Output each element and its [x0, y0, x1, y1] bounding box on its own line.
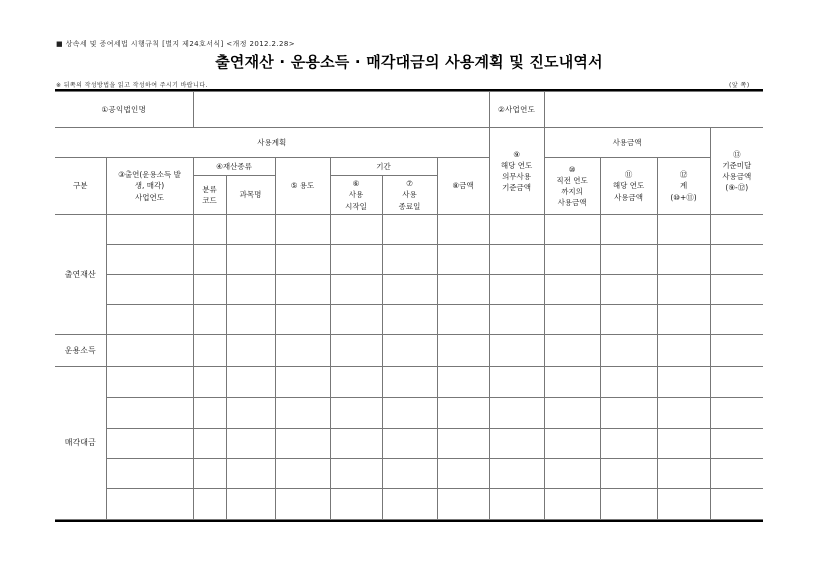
table-cell[interactable] — [437, 335, 489, 367]
total-line2: (⑩+⑪) — [670, 192, 697, 202]
curr-line1: 해당 연도 — [612, 181, 645, 191]
duty-num: ⑨ — [513, 149, 520, 159]
table-cell[interactable] — [489, 489, 544, 520]
table-cell[interactable] — [600, 459, 657, 489]
asset-type-header: ④재산종류 — [193, 158, 275, 176]
table-cell[interactable] — [544, 429, 600, 459]
table-cell[interactable] — [193, 398, 226, 429]
table-cell[interactable] — [275, 275, 330, 305]
table-cell[interactable] — [193, 305, 226, 335]
table-cell[interactable] — [710, 215, 763, 245]
start-num: ⑥ — [352, 179, 360, 189]
table-cell[interactable] — [193, 429, 226, 459]
table-cell[interactable] — [437, 245, 489, 275]
prev-line3: 사용금액 — [557, 198, 587, 208]
section-contributed: 출연재산 — [55, 215, 106, 335]
table-cell[interactable] — [226, 429, 275, 459]
table-cell[interactable] — [106, 367, 193, 398]
instruction-note: ※ 뒤쪽의 작성방법을 읽고 작성하여 주시기 바랍니다. — [56, 82, 208, 89]
table-cell[interactable] — [657, 398, 710, 429]
table-cell[interactable] — [330, 367, 382, 398]
table-cell[interactable] — [437, 305, 489, 335]
table-cell[interactable] — [275, 305, 330, 335]
shortfall-num: ⑬ — [733, 149, 741, 159]
table-cell[interactable] — [657, 215, 710, 245]
page-side-label: (앞 쪽) — [729, 82, 750, 89]
table-cell[interactable] — [657, 275, 710, 305]
end-num: ⑦ — [406, 179, 413, 189]
prev-line2: 까지의 — [561, 187, 583, 196]
table-cell[interactable] — [437, 215, 489, 245]
used-amount-header: 사용금액 — [544, 128, 710, 158]
table-cell[interactable] — [710, 398, 763, 429]
table-cell[interactable] — [382, 489, 437, 520]
table-cell[interactable] — [275, 335, 330, 367]
table-cell[interactable] — [275, 367, 330, 398]
table-cell[interactable] — [226, 215, 275, 245]
table-cell[interactable] — [226, 459, 275, 489]
duty-line2: 의무사용 — [502, 172, 532, 181]
total-line1: 계 — [679, 181, 688, 191]
page-title: 출연재산 · 운용소득 · 매각대금의 사용계획 및 진도내역서 — [215, 53, 603, 71]
table-cell[interactable] — [330, 335, 382, 367]
table-cell[interactable] — [437, 459, 489, 489]
table-cell[interactable] — [382, 459, 437, 489]
table-cell[interactable] — [657, 245, 710, 275]
table-cell[interactable] — [106, 335, 193, 367]
table-cell[interactable] — [710, 335, 763, 367]
table-cell[interactable] — [193, 489, 226, 520]
table-cell[interactable] — [437, 429, 489, 459]
table-cell[interactable] — [382, 275, 437, 305]
start-line2: 시작일 — [345, 201, 367, 211]
table-cell[interactable] — [657, 459, 710, 489]
table-cell[interactable] — [275, 398, 330, 429]
table-cell[interactable] — [275, 215, 330, 245]
table-cell[interactable] — [193, 335, 226, 367]
table-cell[interactable] — [226, 335, 275, 367]
table-cell[interactable] — [600, 335, 657, 367]
table-cell[interactable] — [544, 489, 600, 520]
table-cell[interactable] — [544, 335, 600, 367]
table-cell[interactable] — [106, 245, 193, 275]
table-cell[interactable] — [710, 305, 763, 335]
shortfall-line3: (⑨-⑫) — [725, 183, 749, 193]
table-cell[interactable] — [330, 459, 382, 489]
curr-used-header — [600, 158, 657, 215]
table-cell[interactable] — [600, 305, 657, 335]
table-cell[interactable] — [600, 245, 657, 275]
amount-header: ⑧금액 — [437, 158, 489, 215]
table-cell[interactable] — [544, 398, 600, 429]
table-cell[interactable] — [275, 429, 330, 459]
table-cell[interactable] — [106, 275, 193, 305]
table-cell[interactable] — [489, 367, 544, 398]
business-year-label: ②사업연도 — [489, 92, 544, 128]
period-header: 기간 — [330, 158, 437, 176]
table-cell[interactable] — [544, 459, 600, 489]
table-cell[interactable] — [544, 245, 600, 275]
end-date-header — [382, 176, 437, 215]
table-cell[interactable] — [544, 275, 600, 305]
table-cell[interactable] — [544, 215, 600, 245]
table-cell[interactable] — [330, 429, 382, 459]
table-cell[interactable] — [193, 245, 226, 275]
table-cell[interactable] — [106, 429, 193, 459]
table-cell[interactable] — [489, 245, 544, 275]
table-cell[interactable] — [437, 275, 489, 305]
table-cell[interactable] — [106, 215, 193, 245]
purpose-header: ⑤ 용도 — [275, 158, 330, 215]
table-cell[interactable] — [226, 367, 275, 398]
table-cell[interactable] — [330, 215, 382, 245]
contribution-line2: 생, 매각) — [134, 181, 165, 191]
bottom-rule — [55, 520, 763, 522]
table-cell[interactable] — [437, 367, 489, 398]
table-cell[interactable] — [193, 459, 226, 489]
table-cell[interactable] — [330, 489, 382, 520]
table-cell[interactable] — [489, 215, 544, 245]
table-cell[interactable] — [226, 245, 275, 275]
table-cell[interactable] — [544, 305, 600, 335]
table-cell[interactable] — [382, 215, 437, 245]
table-cell[interactable] — [600, 489, 657, 520]
table-cell[interactable] — [489, 398, 544, 429]
table-cell[interactable] — [600, 367, 657, 398]
duty-line1: 해당 연도 — [500, 160, 533, 170]
duty-line3: 기준금액 — [502, 183, 532, 193]
division-header: 구분 — [55, 158, 106, 215]
table-cell[interactable] — [600, 398, 657, 429]
org-name-label: ①공익법인명 — [55, 92, 193, 128]
table-cell[interactable] — [106, 305, 193, 335]
table-cell[interactable] — [330, 245, 382, 275]
table-cell[interactable] — [544, 367, 600, 398]
table-cell[interactable] — [710, 245, 763, 275]
table-cell[interactable] — [489, 429, 544, 459]
table-cell[interactable] — [437, 398, 489, 429]
table-cell[interactable] — [710, 429, 763, 459]
contribution-line1: ③출연(운용소득 발 — [118, 170, 181, 180]
table-cell[interactable] — [106, 398, 193, 429]
table-cell[interactable] — [226, 398, 275, 429]
table-cell[interactable] — [330, 275, 382, 305]
subject-name-header: 과목명 — [226, 176, 275, 215]
table-cell[interactable] — [226, 275, 275, 305]
table-cell[interactable] — [489, 305, 544, 335]
table-cell[interactable] — [382, 398, 437, 429]
org-name-field[interactable] — [193, 92, 489, 128]
end-line1: 사용 — [402, 190, 417, 200]
business-year-field[interactable] — [544, 92, 763, 128]
table-cell[interactable] — [226, 489, 275, 520]
table-cell[interactable] — [275, 245, 330, 275]
table-cell[interactable] — [657, 489, 710, 520]
table-cell[interactable] — [437, 489, 489, 520]
table-cell[interactable] — [489, 459, 544, 489]
class-code-header — [193, 176, 226, 215]
class-code-line2: 코드 — [202, 196, 217, 205]
table-cell[interactable] — [193, 215, 226, 245]
table-cell[interactable] — [382, 367, 437, 398]
table-cell[interactable] — [710, 459, 763, 489]
start-date-header — [330, 176, 382, 215]
table-cell[interactable] — [382, 429, 437, 459]
table-cell[interactable] — [600, 429, 657, 459]
table-cell[interactable] — [106, 489, 193, 520]
table-cell[interactable] — [489, 275, 544, 305]
regulation-note: ■ 상속세 및 증여세법 시행규칙 [별지 제24호서식] <개정 2012.2.28> — [56, 40, 295, 48]
table-cell[interactable] — [710, 489, 763, 520]
table-cell[interactable] — [275, 489, 330, 520]
class-code-line1: 분류 — [202, 184, 217, 194]
table-cell[interactable] — [657, 305, 710, 335]
end-line2: 종료일 — [398, 201, 421, 211]
total-num: ⑫ — [679, 170, 688, 180]
table-cell[interactable] — [382, 305, 437, 335]
table-cell[interactable] — [106, 459, 193, 489]
table-cell[interactable] — [275, 459, 330, 489]
start-line1: 사용 — [348, 190, 364, 200]
table-cell[interactable] — [657, 367, 710, 398]
table-cell[interactable] — [382, 245, 437, 275]
table-cell[interactable] — [600, 215, 657, 245]
section-operating-income: 운용소득 — [55, 335, 106, 367]
table-cell[interactable] — [330, 398, 382, 429]
table-cell[interactable] — [489, 335, 544, 367]
prev-line1: 직전 연도 — [556, 175, 588, 185]
contribution-line3: 사업연도 — [135, 192, 164, 202]
table-cell[interactable] — [710, 367, 763, 398]
table-cell[interactable] — [330, 305, 382, 335]
table-cell[interactable] — [193, 275, 226, 305]
table-cell[interactable] — [657, 429, 710, 459]
shortfall-line2: 사용금액 — [722, 172, 752, 181]
prev-num: ⑩ — [568, 164, 576, 174]
contribution-year-header — [106, 158, 193, 215]
table-cell[interactable] — [226, 305, 275, 335]
shortfall-line1: 기준미달 — [722, 160, 752, 170]
usage-plan-table — [55, 91, 763, 520]
table-cell[interactable] — [657, 335, 710, 367]
shortfall-amount-header — [710, 128, 763, 215]
total-used-header — [657, 158, 710, 215]
table-cell[interactable] — [193, 367, 226, 398]
table-cell[interactable] — [382, 335, 437, 367]
duty-base-amount-header — [489, 128, 544, 215]
curr-num: ⑪ — [624, 170, 633, 180]
table-cell[interactable] — [710, 275, 763, 305]
section-sale-proceeds: 매각대금 — [55, 367, 106, 520]
prev-used-header — [544, 158, 600, 215]
curr-line2: 사용금액 — [614, 192, 644, 202]
table-cell[interactable] — [600, 275, 657, 305]
usage-plan-header: 사용계획 — [55, 128, 489, 158]
